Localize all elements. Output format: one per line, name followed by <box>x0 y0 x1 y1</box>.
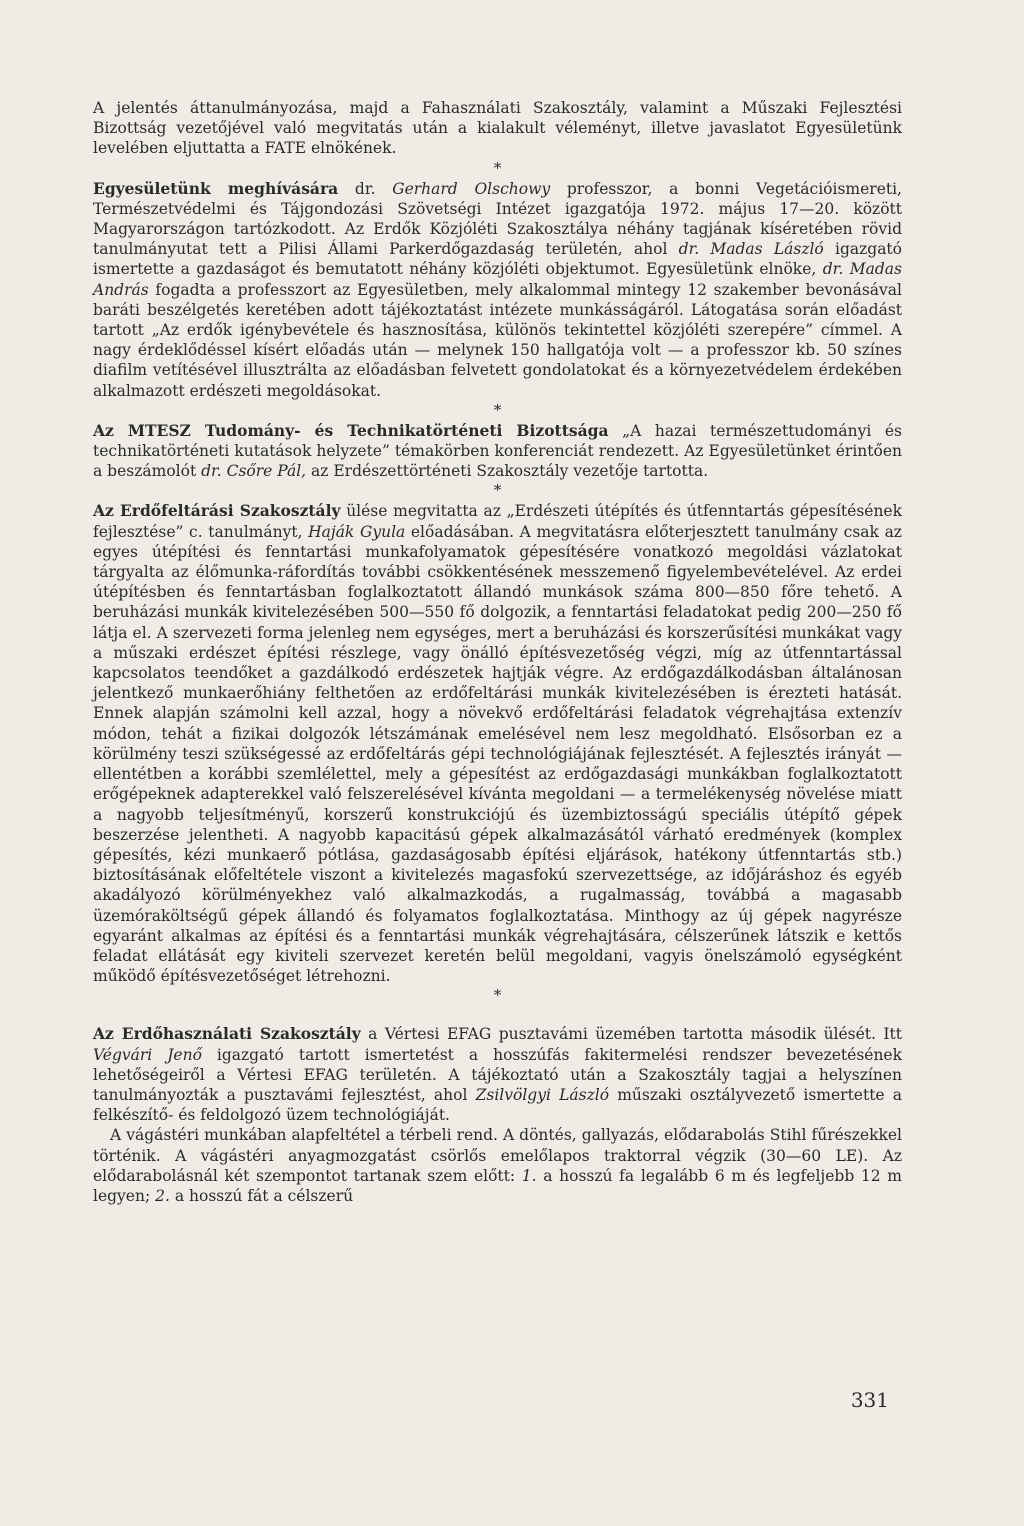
section-separator: * <box>493 158 502 177</box>
page-number: 331 <box>850 1388 889 1412</box>
paragraph-vagasteri-munka: A vágástéri munkában alapfeltétel a térbeli rend. A döntés, gallyazás, elődarabolás Stihl fűrészekkel történik. A vágástéri anyagmozgatást csörlős emelőlapos traktorral végzik (30—60 LE). Az elődarabolásnál két szempontot tartanak szem előtt: 1. a hosszú fa legalább 6 m és legfeljebb 12 m legyen; 2. a hosszú fát a célszerű <box>93 1126 902 1205</box>
paragraph-mtesz-conference: Az MTESZ Tudomány- és Technikatörténeti Bizottsága „A hazai természettudományi és technikatörténeti kutatások helyzete” témakörben konferenciát rendezett. Az Egyesületünket érintően a beszámolót dr. Csőre Pál, az Erdészettörténeti Szakosztály vezetője tartotta. <box>93 420 902 481</box>
paragraph-lead: Egyesületünk meghívására <box>93 178 339 198</box>
paragraph-report-summary: A jelentés áttanulmányozása, majd a Fahasználati Szakosztály, valamint a Műszaki Fejlesztési Bizottság vezetőjével való megvitatás után a kialakult véleményt, illetve javaslatot Egyesületünk levelében eljuttatta a FATE elnökének. <box>93 99 902 158</box>
paragraph-lead: Az MTESZ Tudomány- és Technikatörténeti Bizottsága <box>93 420 609 440</box>
paragraph-erdohasznalati-meeting: Az Erdőhasználati Szakosztály a Vértesi EFAG pusztavámi üzemében tartotta második ülését. Itt Végvári Jenő igazgató tartott ismertetést a hosszúfás fakitermelési rendszer bevezetésének lehetőségeiről a Vértesi EFAG területén. A tájékoztató után a Szakosztály tagjai a helyszínen tanulmányozták a pusztavámi fejlesztést, ahol Zsilvölgyi László műszaki osztályvezető ismertette a felkészítő- és feldolgozó üzem technológiáját. <box>93 1024 903 1125</box>
paragraph-erdofeltarasi-meeting: Az Erdőfeltárási Szakosztály ülése megvitatta az „Erdészeti útépítés és útfenntartás gépesítésének fejlesztése” c. tanulmányt, Haják Gyula előadásában. A megvitatásra előterjesztett tanulmány csak az egyes útépítési és fenntartási munkafolyamatok gépesítésére vonatkozó megoldási vázlatokat tárgyalta az élőmunka-ráfordítás további csökkentésének messzemenő figyelembevételével. Az erdei útépítésben és fenntartásban foglalkoztatott állandó munkások száma 800—850 főre tehető. A beruházási munkák kivitelezésében 500—550 fő dolgozik, a fenntartási feladatokat pedig 200—250 fő látja el. A szervezeti forma jelenleg nem egységes, mert a beruházási és korszerűsítési munkákat vagy a műszaki erdészet építési részlege, vagy önálló építésvezetőség végzi, míg az útfenntartással kapcsolatos teendőket a gazdálkodó erdészetek hajtják végre. Az erdőgazdálkodásban általánosan jelentkező munkaerőhiány felthetően az erdőfeltárási munkák kivitelezésében is érezteti hatását. Ennek alapján számolni kell azzal, hogy a növekvő erdőfeltárási feladatok végrehajtása extenzív módon, tehát a fizikai dolgozók létszámának emelésével nem lesz megoldható. Elsősorban ez a körülmény teszi szükségessé az erdőfeltárás gépi technológiájának fejlesztését. A fejlesztés irányát — ellentétben a korábbi szemlélettel, mely a gépesítést az erdőgazdasági munkákban foglalkoztatott erőgépeknek adapterekkel való felszerelésével kívánta megoldani — a termelékenység növelése miatt a nagyobb teljesítményű, korszerű konstrukciójú és üzembiztosságú speciális útépítő gépek beszerzése jelentheti. A nagyobb kapacitású gépek alkalmazásától várható eredmények (komplex gépesítés, kézi munkaerő pótlása, gazdaságosabb építési eljárások, hatékony útfenntartás stb.) biztosításának előfeltétele viszont a kivitelezés magasfokú szervezettsége, az időjáráshoz és egyéb akadályozó körülményekhez való alkalmazkodás, a rugalmasság, továbbá a magasabb üzemóraköltségű gépek állandó és folyamatos foglalkoztatása. Minthogy az új gépek nagyrésze egyaránt alkalmas az építési és a fenntartási munkák végrehajtására, célszerűnek látszik e kettős feladat ellátását egy kiviteli szervezet keretén belül megoldani, vagyis önelszámoló egységként működő építésvezetőséget létrehozni. <box>93 501 902 986</box>
paragraph-olschowy-visit: Egyesületünk meghívására dr. Gerhard Olschowy professzor, a bonni Vegetációismereti, Természetvédelmi és Tájgondozási Szövetségi Intézet igazgatója 1972. május 17—20. között Magyarországon tartózkodott. Az Erdők Közjóléti Szakosztálya néhány tagjának kíséretében rövid tanulmányutat tett a Pilisi Állami Parkerdőgazdaság területén, ahol dr. Madas László igazgató ismertette a gazdaságot és bemutatott néhány közjóléti objektumot. Egyesületünk elnöke, dr. Madas András fogadta a professzort az Egyesületben, mely alkalommal mintegy 12 szakember bevonásával baráti beszélgetés keretében adott tájékoztatást intézete munkásságáról. Látogatása során előadást tartott „Az erdők igénybevétele és hasznosítása, különös tekintettel közjóléti szerepére” címmel. A nagy érdeklődéssel kísért előadás után — melynek 150 hallgatója volt — a professzor kb. 50 színes diafilm vetítésével illusztrálta az előadásban felvetett gondolatokat és a környezetvédelem érdekében alkalmazott erdészeti megoldásokat. <box>93 178 902 400</box>
section-separator: * <box>493 400 502 419</box>
paragraph-lead: Az Erdőfeltárási Szakosztály <box>93 501 341 521</box>
section-separator: * <box>493 481 502 500</box>
paragraph-lead: Az Erdőhasználati Szakosztály <box>93 1024 361 1044</box>
section-separator: * <box>493 986 502 1005</box>
